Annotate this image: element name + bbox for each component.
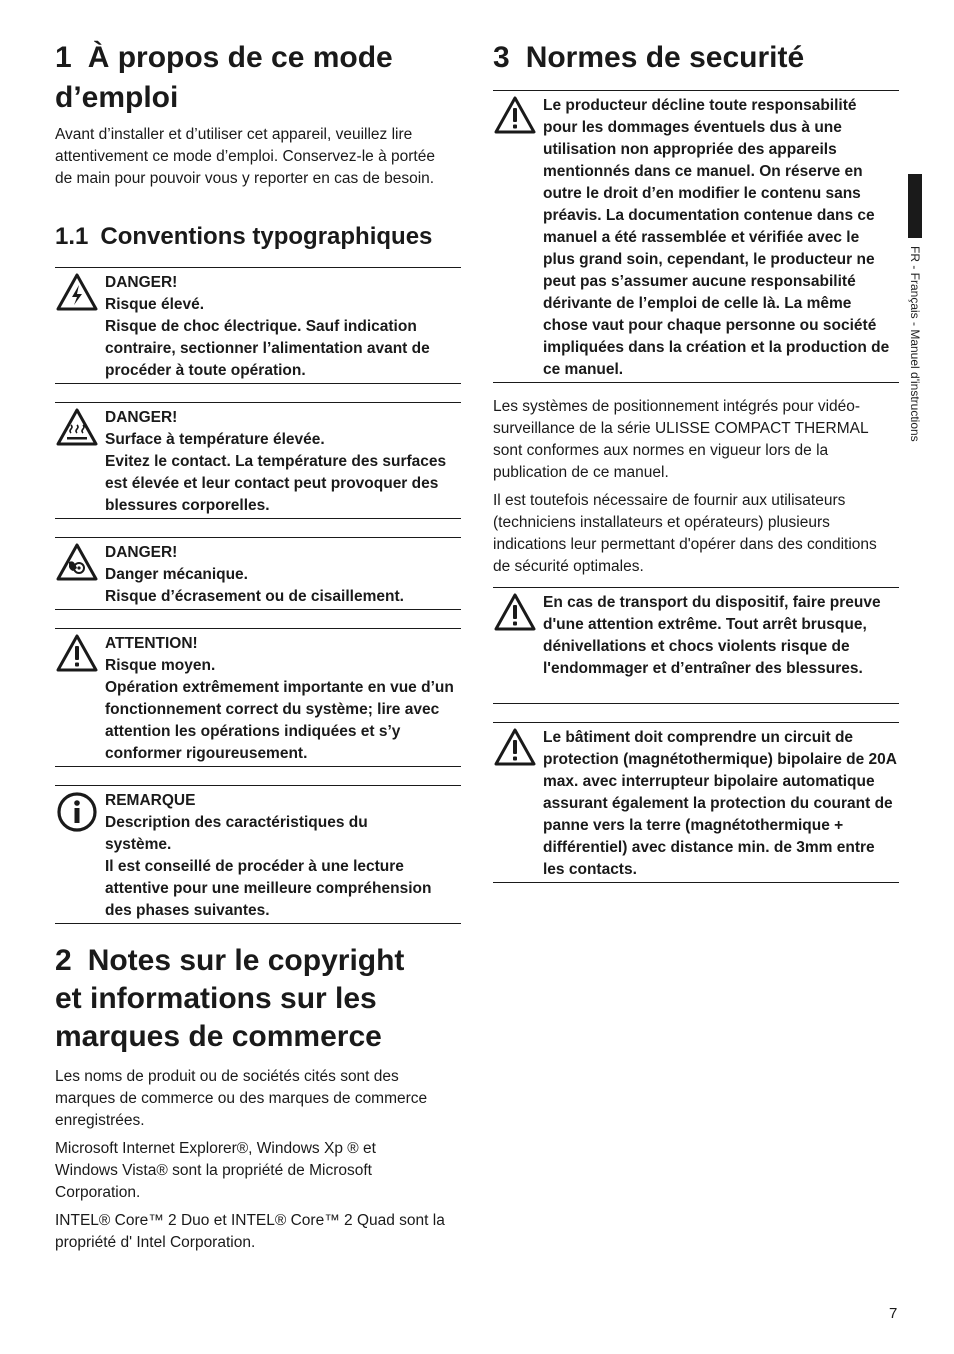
section-3-paragraph: Les systèmes de positionnement intégrés pour vidéo-surveillance de la série ULISSE COMPACT THERMAL sont conformes aux normes en vigueur lors de la publication de ce manuel. [493,398,868,481]
notice-level: Surface à température élevée. [105,431,325,448]
info-icon [55,790,105,834]
notice-level: Risque élevé. [105,296,205,313]
notice-remark [55,785,461,924]
hot-surface-icon [55,407,105,447]
notice-protection-circuit [493,722,899,883]
notice-label: DANGER! [105,274,178,291]
section-3-heading [493,38,899,78]
notice-attention [55,628,461,767]
notice-level: Risque moyen. [105,657,216,674]
side-tab-label: FR - Français - Manuel d'instructions [908,246,922,442]
notice-label: DANGER! [105,544,178,561]
notice-transport [493,587,899,704]
side-tab [908,246,922,486]
section-2-paragraph: Les noms de produit ou de sociétés cités sont des marques de commerce ou des marques de commerce enregistrées. [55,1068,428,1129]
section-2-title-line2: et informations sur les [55,982,377,1015]
notice-text: Risque de choc électrique. Sauf indication contraire, sectionner l’alimentation avant de procéder à toute opération. [105,318,430,379]
section-1-heading [55,38,461,118]
section-3-title: Normes de securité [525,41,805,74]
section-1-1-number: 1.1 [55,223,89,250]
electric-hazard-icon [55,272,105,312]
section-1-intro: Avant d’installer et d’utiliser cet appareil, veuillez lire attentivement ce mode d’emploi. Conservez-le à portée de main pour pouvoir vous y reporter en cas de besoin. [55,126,435,187]
warning-triangle-icon [493,727,543,767]
notice-text: Opération extrêmement importante en vue d’un fonctionnement correct du système; lire avec attention les opérations indiquées et s’y conformer rigoureusement. [105,679,454,762]
section-1-1-heading [55,222,461,252]
warning-triangle-icon [55,633,105,673]
notice-text: En cas de transport du dispositif, faire preuve d'une attention extrême. Tout arrêt brusque, dénivellations et chocs violents risque de l'endommager et d’entraîner des blessures. [543,594,881,677]
section-1-title-line2: d’emploi [55,81,179,114]
section-1-number: 1 [55,41,72,74]
section-1-title-line1: À propos de ce mode [87,41,393,74]
notice-danger-electric [55,267,461,384]
notice-liability [493,90,899,383]
notice-text: Evitez le contact. La température des surfaces est élevée et leur contact peut provoquer des blessures corporelles. [105,453,447,514]
side-tab-marker [908,174,922,238]
section-3-paragraph: Il est toutefois nécessaire de fournir aux utilisateurs (techniciens installateurs et opérateurs) plusieurs indications leur permettant d'opérer dans des conditions de sécurité optimales. [493,492,877,575]
mechanical-hazard-icon [55,542,105,582]
section-2-number: 2 [55,944,72,977]
notice-label: DANGER! [105,409,178,426]
notice-danger-mechanical [55,537,461,610]
warning-triangle-icon [493,95,543,135]
notice-level: Description des caractéristiques du système. [105,814,368,853]
section-2-paragraph: INTEL® Core™ 2 Duo et INTEL® Core™ 2 Quad sont la propriété d' Intel Corporation. [55,1212,445,1251]
section-3-number: 3 [493,41,510,74]
notice-text: Il est conseillé de procéder à une lecture attentive pour une meilleure compréhension des phases suivantes. [105,858,432,919]
notice-text: Le bâtiment doit comprendre un circuit de protection (magnétothermique) bipolaire de 20A max. avec interrupteur bipolaire automatique assurant également la protection du courant de panne vers la terre (magnétothermique + différentiel) avec distance min. de 3mm entre les contacts. [543,729,897,878]
section-2-paragraph: Microsoft Internet Explorer®, Windows Xp ® et Windows Vista® sont la propriété de Microsoft Corporation. [55,1140,376,1201]
section-2-heading [55,942,461,1056]
section-2-title-line1: Notes sur le copyright [87,944,405,977]
page-number: 7 [889,1305,898,1322]
notice-label: REMARQUE [105,792,196,809]
section-2-title-line3: marques de commerce [55,1020,382,1053]
section-1-1-title: Conventions typographiques [100,223,433,250]
notice-level: Danger mécanique. [105,566,248,583]
warning-triangle-icon [493,592,543,632]
notice-text: Le producteur décline toute responsabilité pour les dommages éventuels dus à une utilisation non appropriée des appareils mentionnés dans ce manuel. On réserve en outre le droit d’en modifier le contenu sans préavis. La documentation contenue dans ce manuel a été rassemblée et vérifiée avec le plus grand soin, cependant, le producteur ne peut pas s’assumer aucune responsabilité dérivante de l’emploi de celle là. La même chose vaut pour chaque personne ou société impliquées dans la création et la production de ce manuel. [543,97,890,378]
notice-text: Risque d’écrasement ou de cisaillement. [105,588,404,605]
notice-label: ATTENTION! [105,635,198,652]
notice-danger-hot-surface [55,402,461,519]
